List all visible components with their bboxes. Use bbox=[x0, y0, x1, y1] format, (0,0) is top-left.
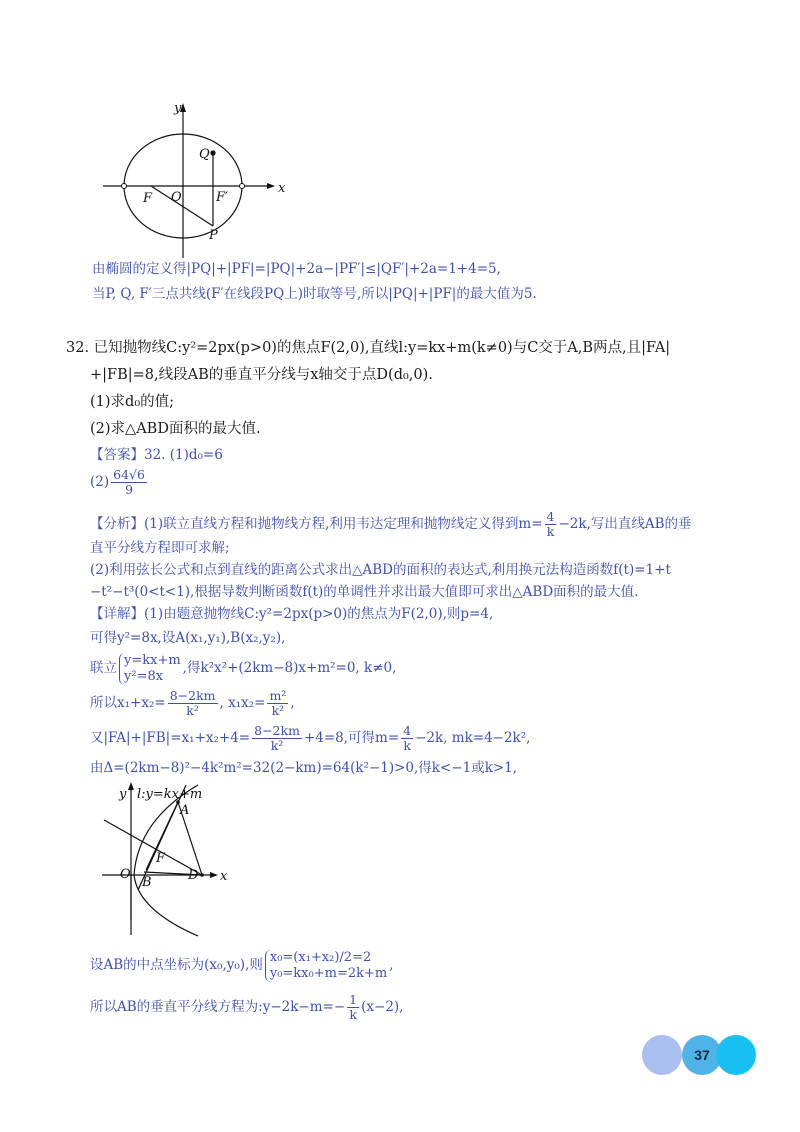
line-tangent-aux bbox=[104, 820, 202, 875]
midpoint-frac-den: k bbox=[349, 1007, 357, 1022]
detail-tag: 【详解】 bbox=[90, 606, 144, 622]
problem-stem-line1 bbox=[66, 337, 670, 359]
fig2-axis-y: y bbox=[119, 787, 127, 802]
detail-line1-text: (1)由题意抛物线C:y²=2px(p>0)的焦点为F(2,0),则p=4, bbox=[144, 606, 494, 622]
midpoint-sys-b: y₀=kx₀+m=2k+m bbox=[269, 965, 388, 981]
detail-line3-suffix: ,得k²x²+(2km−8)x+m²=0, k≠0, bbox=[182, 660, 397, 676]
fig2-label-b: B bbox=[142, 875, 152, 890]
problem-number: 32. bbox=[66, 340, 90, 356]
analysis-line3: (2)利用弦长公式和点到直线的距离公式求出△ABD的面积的表达式,利用换元法构造函数f(t)=1+t bbox=[90, 562, 671, 578]
page-circle-right bbox=[716, 1035, 756, 1075]
detail-line3-prefix: 联立 bbox=[90, 660, 117, 676]
answer-part2-prefix: (2) bbox=[90, 474, 110, 490]
answer-frac-num: 64√6 bbox=[113, 467, 145, 482]
analysis-frac-num: 4 bbox=[546, 509, 555, 524]
problem-stem-text1: 已知抛物线C:y²=2px(p>0)的焦点F(2,0),直线l:y=kx+m(k≠0)与C交于A,B两点,且|FA| bbox=[93, 340, 671, 356]
detail-line5-den2: k bbox=[403, 738, 411, 753]
problem-part1: (1)求d₀的值; bbox=[90, 394, 175, 410]
detail-line5-b: +4=8,可得m= bbox=[303, 730, 400, 746]
detail-line1 bbox=[90, 604, 493, 624]
fig1-label-o: O bbox=[171, 190, 182, 205]
analysis-tag: 【分析】 bbox=[90, 516, 144, 532]
fig1-axis-x: x bbox=[278, 181, 285, 196]
fig2-label-a: A bbox=[180, 803, 190, 818]
midpoint-line2 bbox=[90, 990, 403, 1024]
fig2-label-f: F bbox=[156, 851, 166, 866]
page-circle-left bbox=[642, 1035, 682, 1075]
analysis-line1-a: (1)联立直线方程和抛物线方程,利用韦达定理和抛物线定义得到m= bbox=[144, 516, 543, 532]
point-q bbox=[210, 150, 215, 155]
fig1-label-q: Q bbox=[199, 147, 210, 162]
fig1-axis-y: y bbox=[174, 101, 182, 116]
detail-line4-frac2 bbox=[267, 689, 288, 718]
midpoint-line2-b: (x−2), bbox=[361, 999, 404, 1015]
analysis-frac-den: k bbox=[546, 524, 555, 539]
ellipse-figure bbox=[95, 98, 285, 263]
detail-line4-num1: 8−2km bbox=[169, 688, 216, 703]
answer-line1 bbox=[90, 445, 223, 465]
detail-line4 bbox=[90, 687, 295, 719]
midpoint-frac-num: 1 bbox=[349, 992, 358, 1007]
problem-part2: (2)求△ABD面积的最大值. bbox=[90, 421, 261, 437]
detail-line4-num2: m² bbox=[269, 688, 287, 703]
fig2-axis-x: x bbox=[220, 869, 228, 884]
fig2-line-label: l:y=kx+m bbox=[137, 787, 203, 802]
ellipse-note-line2: 当P, Q, F′三点共线(F′在线段PQ上)时取等号,所以|PQ|+|PF|的最大值为5. bbox=[92, 286, 537, 302]
detail-line5-frac2 bbox=[401, 724, 413, 753]
midpoint-line2-a: 所以AB的垂直平分线方程为:y−2k−m=− bbox=[90, 999, 346, 1015]
detail-line4-c: , bbox=[290, 695, 295, 711]
midpoint-sys-a: x₀=(x₁+x₂)/2=2 bbox=[269, 949, 372, 965]
analysis-fraction bbox=[545, 510, 557, 539]
detail-line4-a: 所以x₁+x₂= bbox=[90, 695, 166, 711]
detail-line5-num: 8−2km bbox=[254, 723, 300, 738]
ellipse-note-line1: 由椭圆的定义得|PQ|+|PF|=|PQ|+2a−|PF′|≤|QF′|+2a=1+4=5, bbox=[92, 261, 501, 277]
page-number-badge bbox=[642, 1033, 762, 1077]
detail-equation-system bbox=[119, 653, 181, 685]
answer-fraction bbox=[111, 468, 147, 497]
detail-line5-frac1 bbox=[252, 724, 302, 753]
detail-sys-a: y=kx+m bbox=[124, 652, 181, 668]
analysis-line1-b: −2k,写出直线AB的垂 bbox=[558, 516, 692, 532]
segment-fp bbox=[151, 186, 213, 226]
fig2-label-o: O bbox=[120, 867, 131, 882]
detail-line3 bbox=[90, 650, 396, 686]
midpoint-line1 bbox=[90, 945, 394, 985]
fig1-label-f: F bbox=[143, 191, 153, 206]
answer-frac-den: 9 bbox=[125, 482, 134, 497]
midpoint-fraction bbox=[347, 993, 359, 1022]
analysis-line1 bbox=[90, 509, 692, 539]
fig2-label-d: D bbox=[188, 868, 199, 883]
detail-line2: 可得y²=8x,设A(x₁,y₁),B(x₂,y₂), bbox=[90, 630, 286, 646]
page-number: 37 bbox=[694, 1047, 710, 1063]
detail-line4-b: , x₁x₂= bbox=[219, 695, 266, 711]
midpoint-equation-system bbox=[265, 950, 387, 982]
fig1-label-f-prime: F′ bbox=[216, 190, 228, 205]
detail-line5-num2: 4 bbox=[403, 723, 412, 738]
analysis-line4: −t²−t³(0<t<1),根据导数判断函数f(t)的单调性并求出最大值即可求出△ABD面积的最大值. bbox=[90, 584, 639, 600]
analysis-line2: 直平分线方程即可求解; bbox=[90, 540, 230, 556]
answer-line2 bbox=[90, 468, 149, 497]
fig1-label-p: P bbox=[209, 228, 218, 243]
detail-sys-b: y²=8x bbox=[124, 668, 164, 684]
detail-line6: 由Δ=(2km−8)²−4k²m²=32(2−km)=64(k²−1)>0,得k<−1或k>1, bbox=[90, 760, 518, 776]
parabola-figure bbox=[98, 780, 258, 940]
detail-line5-den: k² bbox=[270, 738, 284, 753]
detail-line4-den2: k² bbox=[271, 703, 285, 718]
midpoint-line1-prefix: 设AB的中点坐标为(x₀,y₀),则 bbox=[90, 957, 263, 973]
detail-line4-frac1 bbox=[168, 689, 218, 718]
detail-line5-c: −2k, mk=4−2k², bbox=[415, 730, 531, 746]
detail-line5 bbox=[90, 722, 530, 754]
answer-tag: 【答案】 bbox=[90, 447, 144, 463]
midpoint-line1-suffix: , bbox=[389, 957, 394, 973]
detail-line4-den1: k² bbox=[186, 703, 199, 718]
detail-line5-a: 又|FA|+|FB|=x₁+x₂+4= bbox=[90, 730, 251, 746]
answer-part1: 32. (1)d₀=6 bbox=[144, 447, 223, 463]
problem-stem-line2: +|FB|=8,线段AB的垂直平分线与x轴交于点D(d₀,0). bbox=[90, 367, 433, 383]
